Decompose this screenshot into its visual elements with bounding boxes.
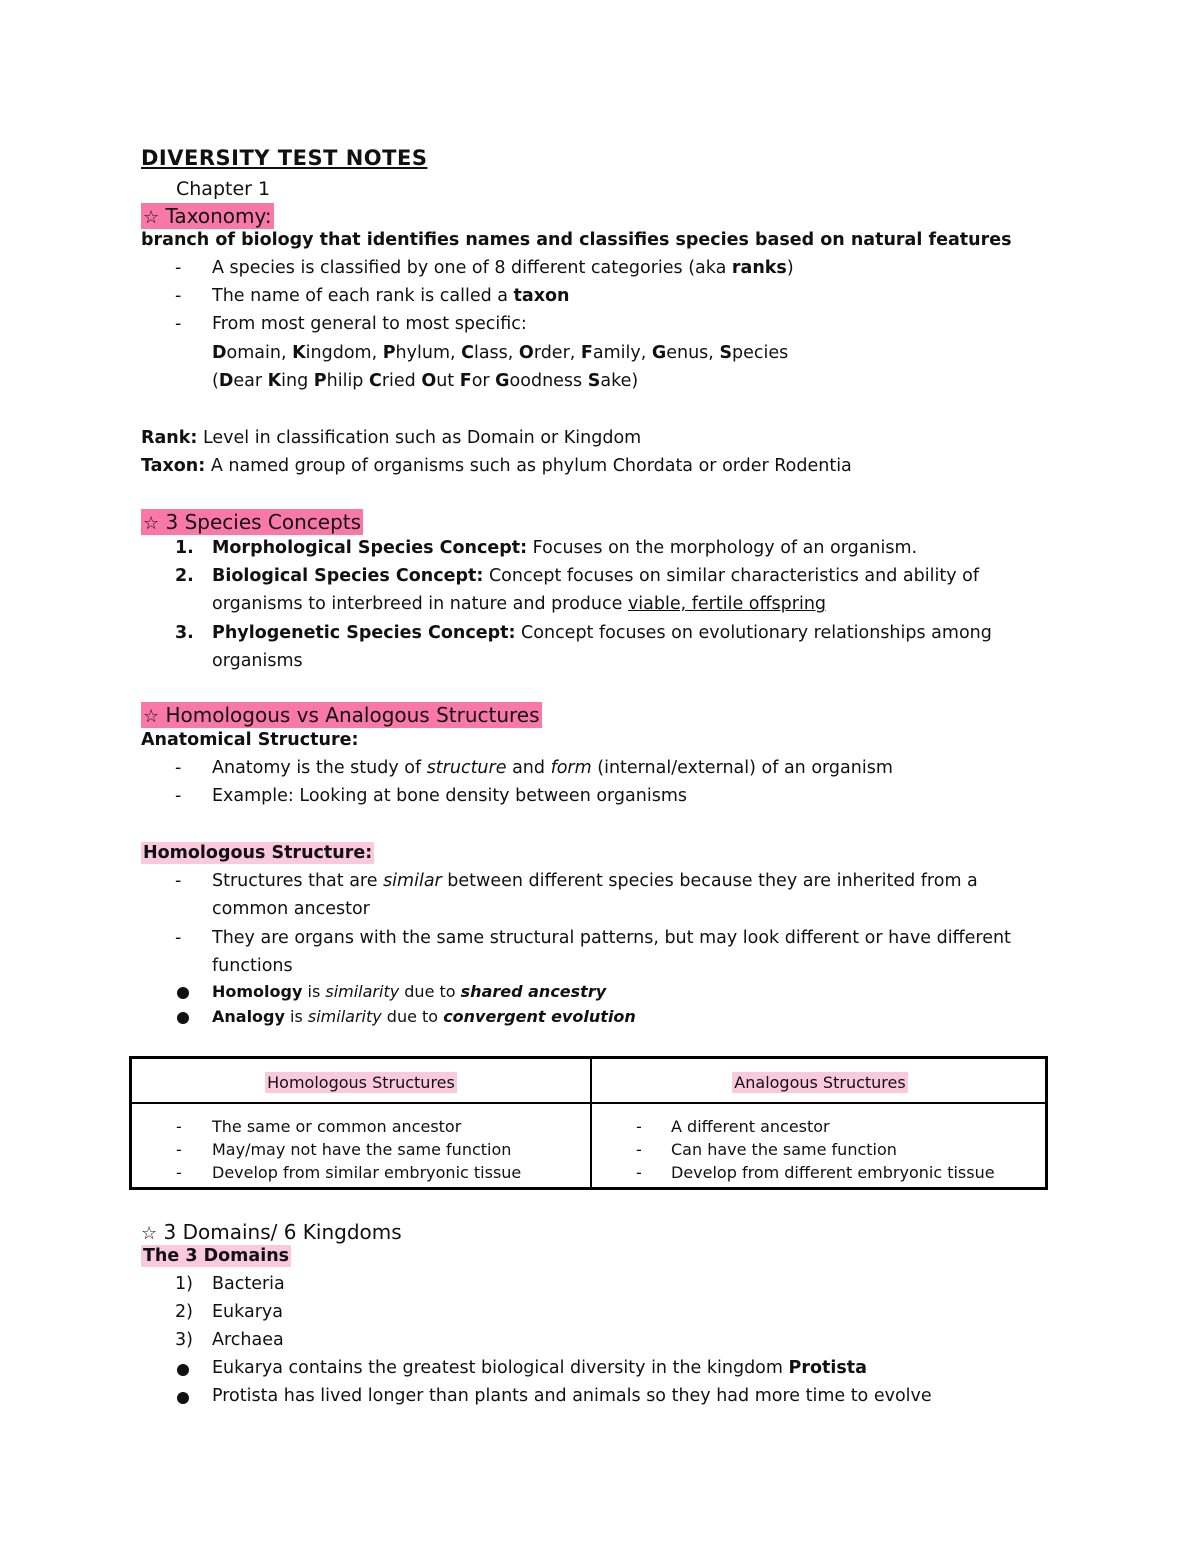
table-cell: May/may not have the same function: [212, 1140, 512, 1159]
star-icon: ☆: [143, 207, 160, 228]
table-cell: -: [176, 1163, 182, 1182]
star-icon: ☆: [143, 513, 160, 534]
bullet-icon: [177, 1364, 189, 1376]
table-cell: A different ancestor: [671, 1117, 830, 1136]
table-cell: -: [636, 1117, 642, 1136]
homologous-label: Homologous Structure:: [143, 843, 373, 863]
structures-heading: ☆ Homologous vs Analogous Structures: [143, 703, 540, 727]
table-cell: -: [636, 1163, 642, 1182]
list-item-continuation: organisms: [212, 651, 303, 671]
bullet-icon: [177, 987, 189, 999]
bullet-icon: [177, 1012, 189, 1024]
page-title: DIVERSITY TEST NOTES: [141, 146, 428, 170]
table-cell: -: [636, 1140, 642, 1159]
star-icon: ☆: [141, 1223, 158, 1244]
table-header-homologous: Homologous Structures: [267, 1073, 455, 1092]
chapter-label: Chapter 1: [176, 178, 271, 200]
species-concepts-heading: ☆ 3 Species Concepts: [143, 510, 362, 534]
domains-subheading: The 3 Domains: [143, 1246, 290, 1266]
table-cell: -: [176, 1117, 182, 1136]
mnemonic-line: (Dear King Philip Cried Out For Goodness Sake): [212, 371, 639, 391]
comparison-table: [129, 1056, 1048, 1190]
taxonomy-definition: branch of biology that identifies names and classifies species based on natural features: [141, 230, 1012, 250]
ranks-line: Domain, Kingdom, Phylum, Class, Order, Family, Genus, Species: [212, 343, 789, 363]
table-cell: -: [176, 1140, 182, 1159]
list-item-continuation: functions: [212, 956, 293, 976]
domains-heading: ☆ 3 Domains/ 6 Kingdoms: [141, 1220, 402, 1244]
list-item-continuation: organisms to interbreed in nature and produce viable, fertile offspring: [212, 594, 827, 614]
table-cell: Develop from similar embryonic tissue: [212, 1163, 522, 1182]
rank-definition: Rank: Level in classification such as Domain or Kingdom: [141, 428, 642, 448]
anatomical-label: Anatomical Structure:: [141, 730, 359, 750]
taxonomy-heading: ☆ Taxonomy:: [143, 204, 272, 228]
list-item-continuation: common ancestor: [212, 899, 370, 919]
table-header-analogous: Analogous Structures: [734, 1073, 906, 1092]
star-icon: ☆: [143, 706, 160, 727]
bullet-icon: [177, 1392, 189, 1404]
table-cell: Can have the same function: [671, 1140, 897, 1159]
table-cell: The same or common ancestor: [212, 1117, 462, 1136]
table-cell: Develop from different embryonic tissue: [671, 1163, 995, 1182]
taxon-definition: Taxon: A named group of organisms such as phylum Chordata or order Rodentia: [141, 456, 852, 476]
